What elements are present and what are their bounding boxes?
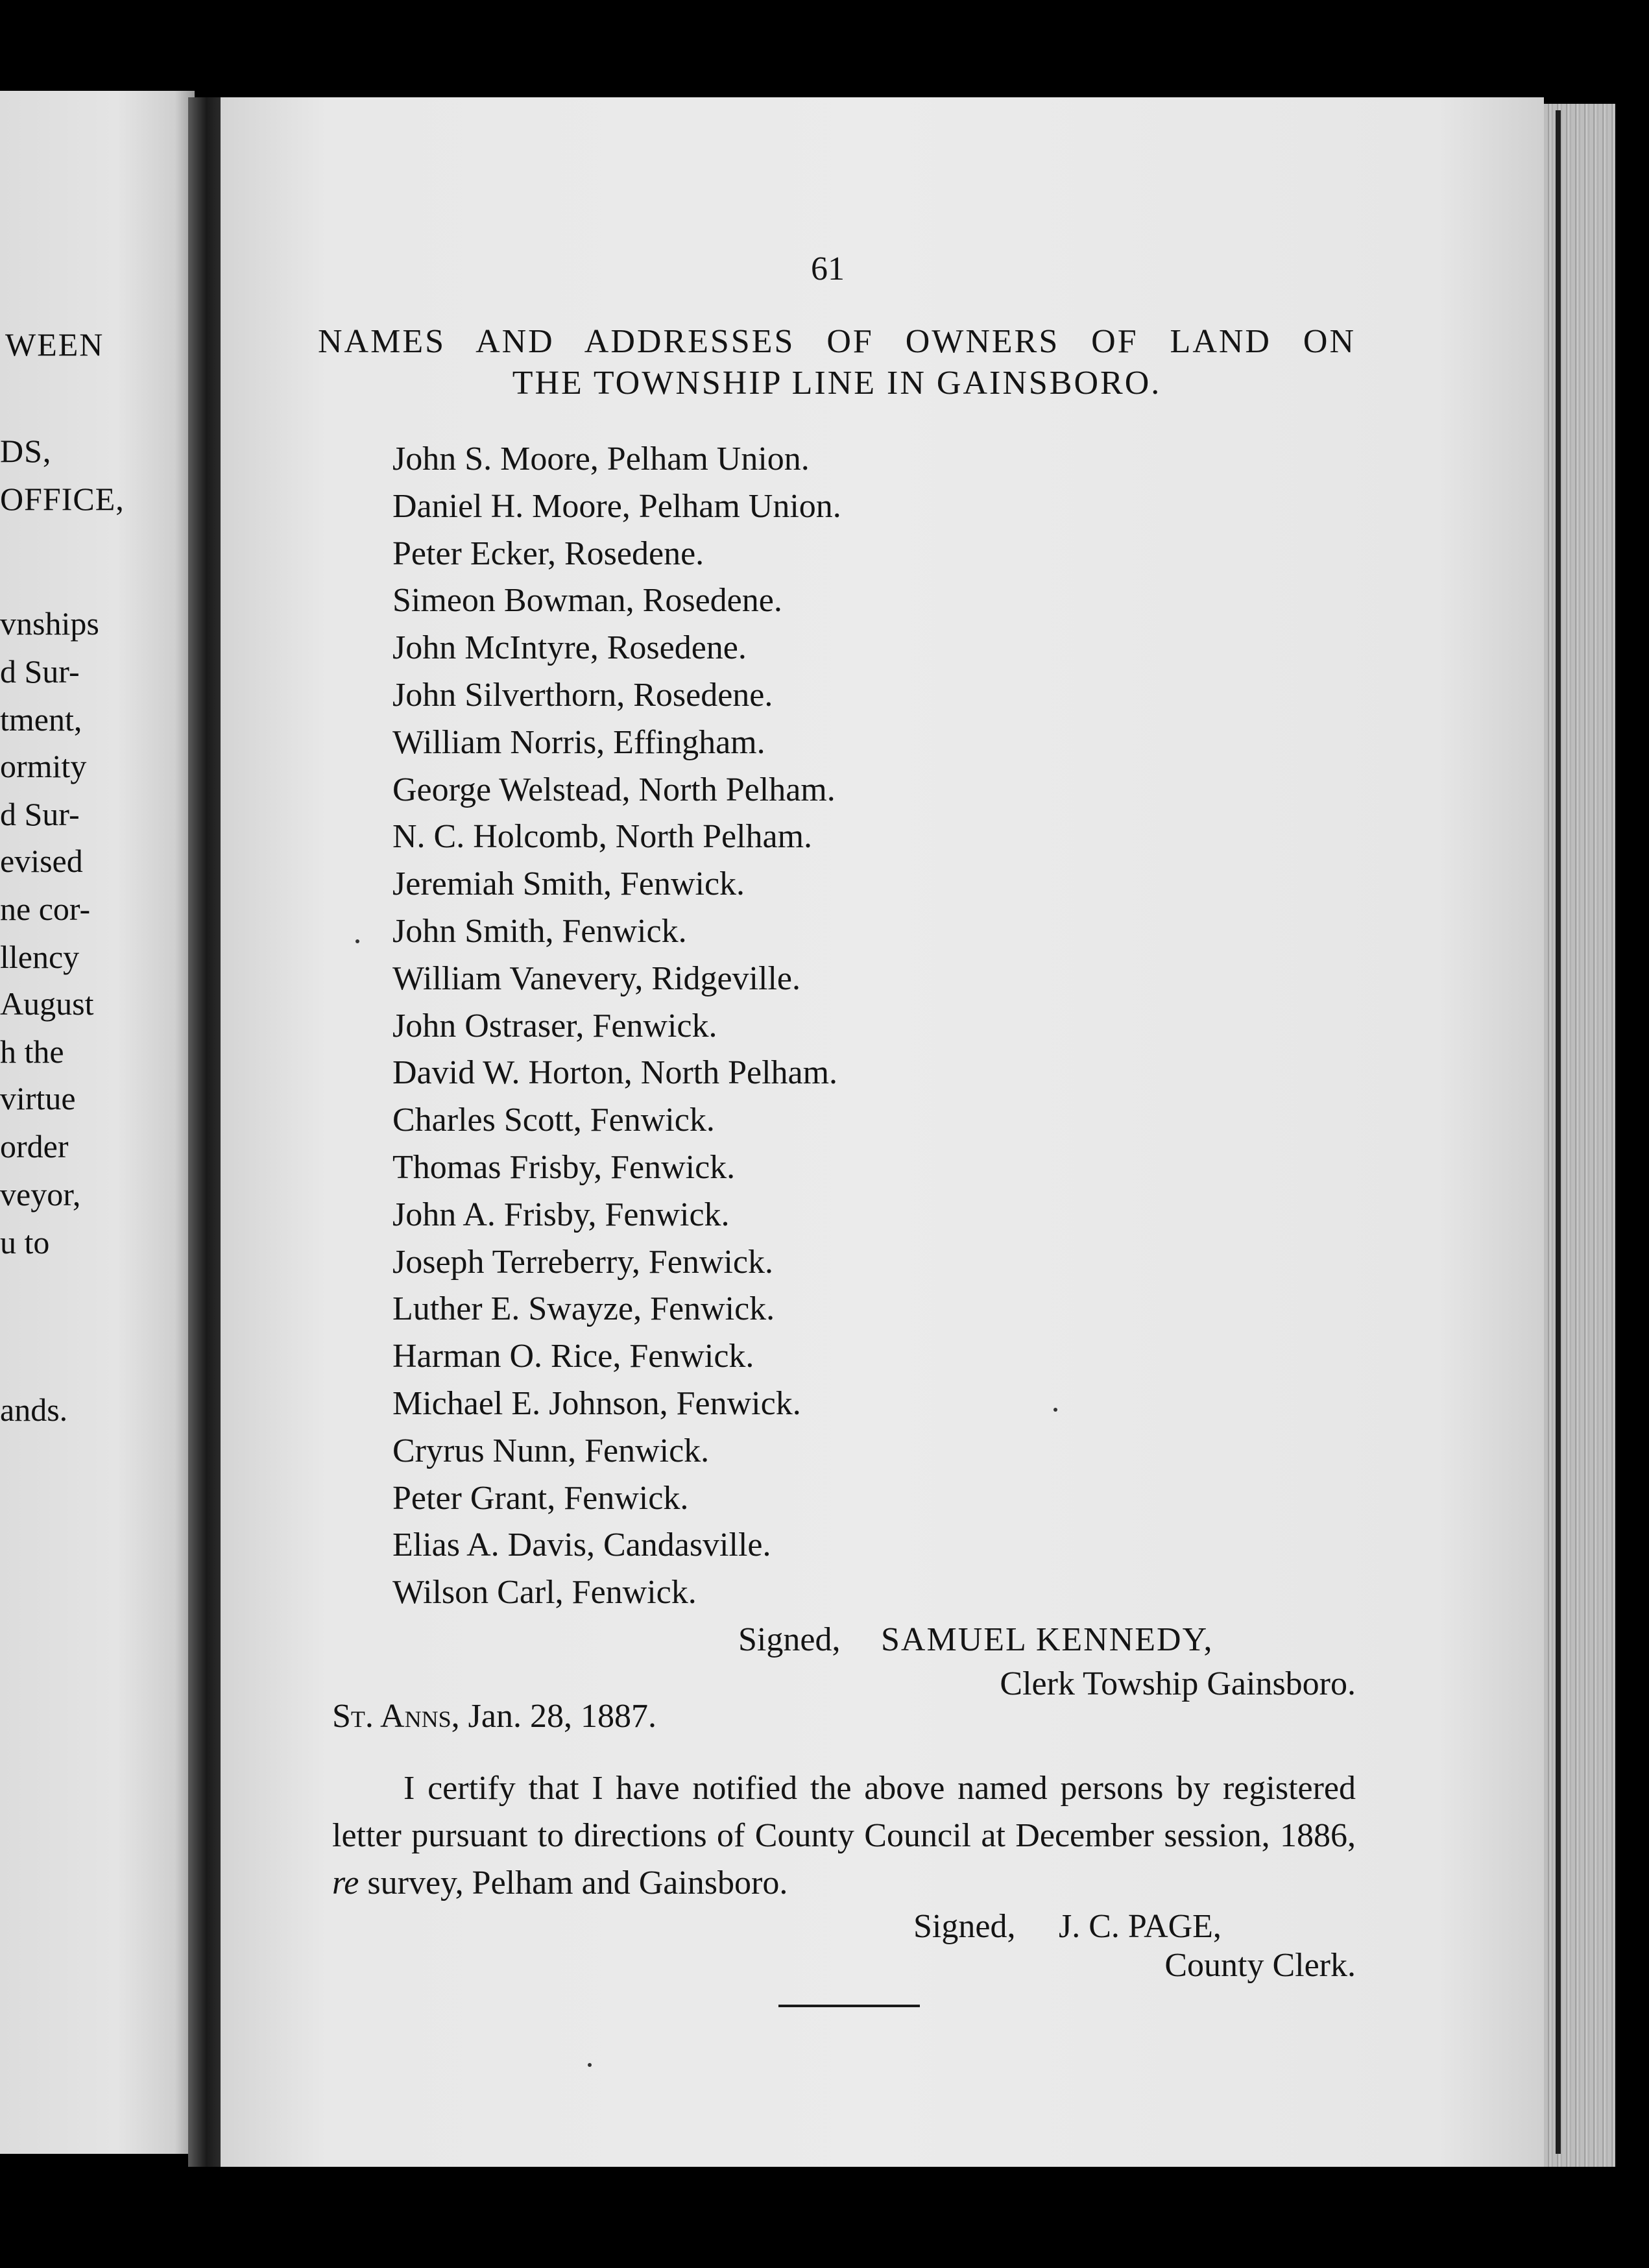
left-page-fragment: ands. [0,1392,68,1428]
left-page-fragment: WEEN [5,326,104,363]
owner-entry: Cryrus Nunn, Fenwick. [392,1432,710,1469]
left-page-fragment: ormity [0,748,87,784]
signature-2-signed-label: Signed, [913,1908,1016,1945]
owner-entry: Thomas Frisby, Fenwick. [392,1148,736,1186]
left-page-fragment: ne cor- [0,891,91,927]
ink-speck [588,2063,592,2067]
certification-italic-word: re [332,1864,359,1901]
owner-entry: Peter Grant, Fenwick. [392,1479,689,1517]
date: Jan. 28, 1887. [468,1698,656,1735]
owner-entry: Harman O. Rice, Fenwick. [392,1338,754,1375]
ink-speck [355,939,359,943]
signature-1-name: SAMUEL KENNEDY, [881,1621,1214,1658]
owner-entry: John Silverthorn, Rosedene. [392,676,773,714]
left-page-fragment: order [0,1128,69,1164]
page-number: 61 [811,250,845,287]
owner-entry: Michael E. Johnson, Fenwick. [392,1384,801,1422]
owners-list [392,436,841,1617]
left-page-fragment: llency [0,939,80,975]
left-page-fragment: d Sur- [0,796,80,832]
left-page-fragment: vnships [0,605,99,642]
left-page-fragment: u to [0,1224,50,1261]
page-title [318,321,1356,404]
owner-entry: William Vanevery, Ridgeville. [392,959,800,997]
page-edge-stack [1544,104,1615,2167]
place: St. Anns, [332,1698,460,1735]
left-page-fragment: virtue [0,1080,76,1116]
title-line-2: THE TOWNSHIP LINE IN GAINSBORO. [512,365,1162,402]
certification-text-after: survey, Pelham and Gainsboro. [367,1864,788,1901]
signature-1-title: Clerk Towship Gainsboro. [1000,1665,1356,1702]
owner-entry: John McIntyre, Rosedene. [392,629,747,667]
owner-entry: Wilson Carl, Fenwick. [392,1574,697,1611]
left-page-fragment: h the [0,1033,64,1070]
left-page-fragment: tment, [0,701,82,738]
owner-entry: Luther E. Swayze, Fenwick. [392,1290,775,1328]
owner-entry: Simeon Bowman, Rosedene. [392,582,782,620]
owner-entry: John Smith, Fenwick. [392,912,687,950]
signature-2-name: J. C. PAGE, [1059,1908,1222,1945]
left-page-fragment: d Sur- [0,653,80,690]
left-facing-page [0,91,195,2154]
owner-entry: John Ostraser, Fenwick. [392,1007,717,1044]
owner-entry: Peter Ecker, Rosedene. [392,535,704,572]
left-page-fragment: August [0,985,94,1022]
owner-entry: David W. Horton, North Pelham. [392,1054,838,1092]
ink-speck [1053,1408,1057,1412]
certification-paragraph [332,1765,1356,1907]
signature-2-title: County Clerk. [1164,1947,1356,1984]
owner-entry: Jeremiah Smith, Fenwick. [392,865,745,903]
owner-entry: Charles Scott, Fenwick. [392,1102,715,1139]
signature-1-signed-label: Signed, [738,1621,841,1658]
owner-entry: Joseph Terreberry, Fenwick. [392,1243,773,1281]
owner-entry: William Norris, Effingham. [392,723,765,761]
owner-entry: Elias A. Davis, Candasville. [392,1526,771,1564]
title-line-1: NAMES AND ADDRESSES OF OWNERS OF LAND ON [318,323,1356,360]
left-page-fragment: DS, [0,433,52,469]
closing-rule [778,2005,920,2007]
left-page-fragment: evised [0,843,83,879]
page-edge-line [1556,110,1561,2154]
certification-text-before: I certify that I have notified the above named persons by registered letter pursuant to directions of County Council at December session, 1886, [332,1770,1356,1854]
place-and-date [332,1697,656,1735]
owner-entry: John A. Frisby, Fenwick. [392,1196,730,1233]
owner-entry: John S. Moore, Pelham Union. [392,440,810,477]
left-page-fragment: veyor, [0,1176,81,1212]
owner-entry: Daniel H. Moore, Pelham Union. [392,487,841,525]
left-page-fragment: OFFICE, [0,481,125,517]
owner-entry: N. C. Holcomb, North Pelham. [392,818,813,856]
owner-entry: George Welstead, North Pelham. [392,771,836,808]
